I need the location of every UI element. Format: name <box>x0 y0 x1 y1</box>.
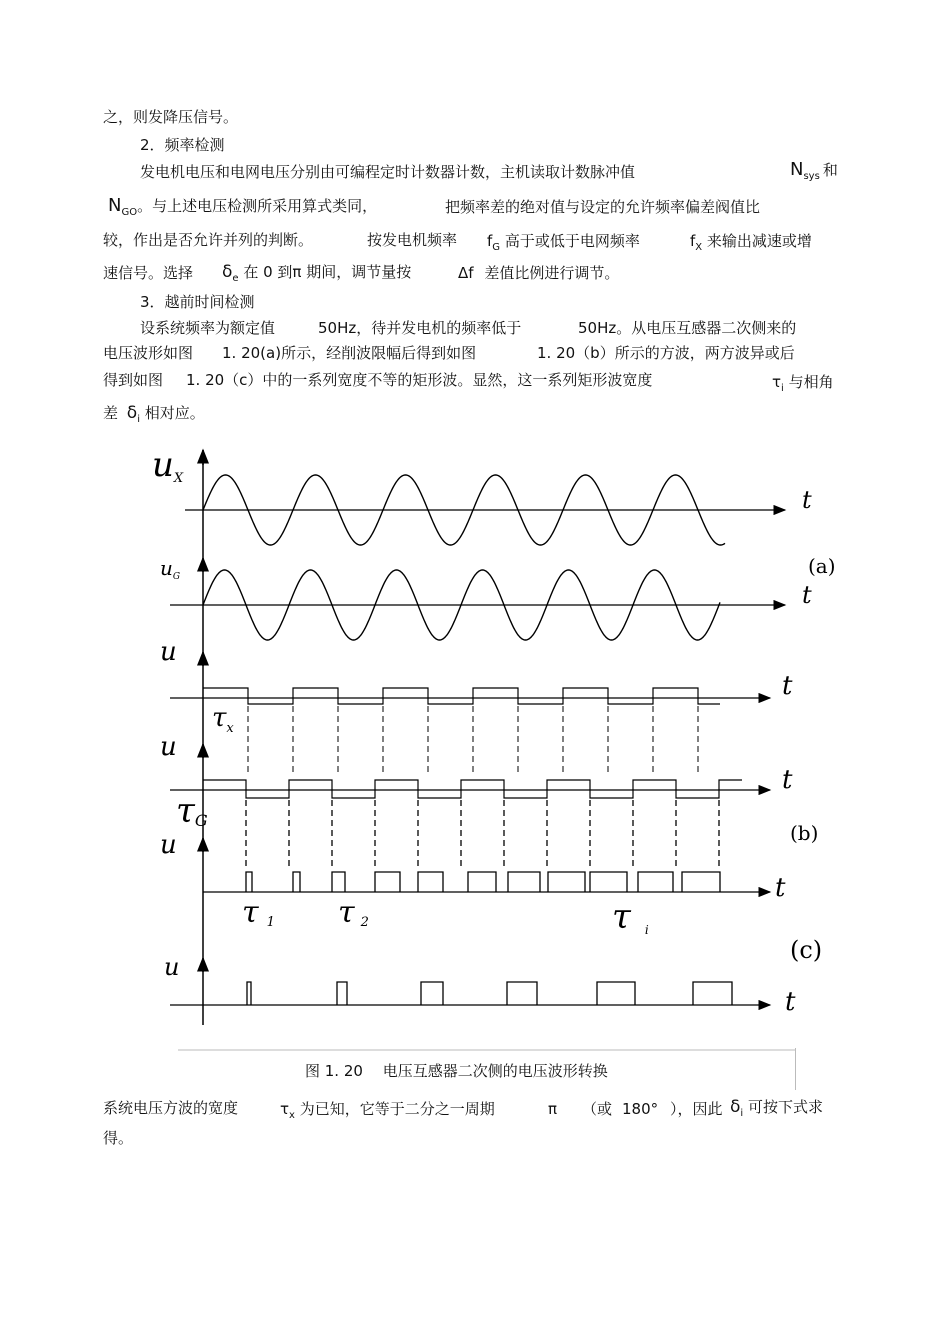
symbol-text: f <box>690 232 696 250</box>
paragraph-text: 在 0 到π 期间，调节量按 <box>243 263 412 281</box>
label-ux: uX <box>152 445 184 486</box>
symbol-subscript: G <box>492 242 501 253</box>
label-u: u <box>164 953 180 981</box>
paragraph-text: 速信号。选择 <box>103 264 194 282</box>
paragraph-text: 180° <box>622 1100 659 1118</box>
symbol-subscript: i <box>740 1108 744 1119</box>
symbol-fx <box>690 231 812 258</box>
label-t: t <box>802 581 812 609</box>
text-line <box>103 370 163 390</box>
paragraph-text: 差值比例进行调节。 <box>484 264 620 282</box>
text-line <box>140 318 275 338</box>
label-tau-2: τ 2 <box>338 895 369 930</box>
symbol-subscript: x <box>289 1110 295 1121</box>
paragraph-text: 1. 20（b）所示的方波，两方波异或后 <box>537 344 795 362</box>
text-line <box>103 1128 133 1148</box>
paragraph-text: 1. 20(a)所示，经削波限幅后得到如图 <box>222 344 477 362</box>
symbol-text: N <box>790 159 804 180</box>
text-line <box>140 162 635 182</box>
paragraph-text: 1. 20（c）中的一系列宽度不等的矩形波。显然，这一系列矩形波宽度 <box>186 371 653 389</box>
label-t: t <box>782 671 793 701</box>
text-line <box>222 343 476 363</box>
text-line <box>103 263 193 283</box>
text-line <box>103 1098 238 1118</box>
ug-square-wave <box>203 780 742 798</box>
paragraph-text: 按发电机频率 <box>367 231 458 249</box>
paragraph-text: 较，作出是否允许并列的判断。 <box>103 231 314 249</box>
symbol-ngo <box>108 196 377 223</box>
symbol-subscript: GO <box>121 207 138 218</box>
text-line <box>578 318 796 338</box>
paragraph-text: 差 <box>103 404 119 422</box>
label-t: t <box>802 486 812 514</box>
paragraph-text: 。与上述电压检测所采用算式类同， <box>137 197 378 215</box>
symbol-nsys <box>790 160 838 187</box>
text-line <box>548 1099 557 1119</box>
symbol-text: f <box>487 232 493 250</box>
label-u: u <box>160 637 177 667</box>
paragraph-text: 得到如图 <box>103 371 164 389</box>
paragraph-text: 之，则发降压信号。 <box>103 108 239 126</box>
symbol-text: Δf <box>458 264 474 282</box>
waveform-figure <box>130 440 836 1052</box>
ux-square-dashed-guides <box>248 706 698 775</box>
label-u: u <box>160 732 177 762</box>
heading-text: 2．频率检测 <box>140 136 225 154</box>
section-heading <box>140 135 225 155</box>
heading-text: 3．越前时间检测 <box>140 293 255 311</box>
label-t: t <box>775 873 786 903</box>
label-b: (b) <box>790 821 819 845</box>
symbol-fg <box>487 231 640 258</box>
paragraph-text: 来输出减速或增 <box>706 232 812 250</box>
symbol-text: τ <box>772 373 782 391</box>
label-t: t <box>785 987 796 1017</box>
symbol-subscript: X <box>695 242 703 253</box>
text-line <box>537 343 795 363</box>
symbol-text: τ <box>280 1100 290 1118</box>
label-tau-x: $\tau_x$ <box>212 703 234 736</box>
text-line <box>103 403 205 430</box>
paragraph-text: 与相角 <box>788 373 834 391</box>
text-line <box>318 318 521 338</box>
paragraph-text: 50Hz。从电压互感器二次侧来的 <box>578 319 797 337</box>
paragraph-text: 系统电压方波的宽度 <box>103 1099 239 1117</box>
text-line <box>103 107 238 127</box>
symbol-tau-i <box>772 372 834 399</box>
label-ug: $u_G$ <box>160 556 181 582</box>
text-line <box>445 197 760 217</box>
paragraph-text: （或 <box>582 1100 613 1118</box>
text-line <box>103 343 193 363</box>
symbol-text: δ <box>126 403 138 423</box>
ux-square-wave <box>203 688 720 704</box>
paragraph-text: 50Hz，待并发电机的频率低于 <box>318 319 522 337</box>
symbol-text: N <box>108 195 122 216</box>
xor-pulse-train <box>246 872 720 892</box>
paragraph-text: 得。 <box>103 1129 134 1147</box>
paragraph-text: 为已知，它等于二分之一周期 <box>299 1100 495 1118</box>
ug-square-dashed-guides <box>246 800 719 870</box>
paragraph-text: 把频率差的绝对值与设定的允许频率偏差阀值比 <box>445 198 761 216</box>
paragraph-text: 可按下式求 <box>747 1098 823 1116</box>
paragraph-text: 发电机电压和电网电压分别由可编程定时计数器计数，主机读取计数脉冲值 <box>140 163 636 181</box>
section-heading <box>140 292 255 312</box>
paragraph-text: 和 <box>822 161 838 179</box>
symbol-delta-e <box>222 262 411 289</box>
label-tau-1: τ 1 <box>242 895 275 930</box>
paragraph-text: 电压波形如图 <box>103 344 194 362</box>
symbol-text: δ <box>730 1097 741 1117</box>
text-line <box>103 230 313 250</box>
text-line <box>186 370 652 390</box>
symbol-delta-i <box>730 1097 823 1124</box>
paragraph-text: 高于或低于电网频率 <box>504 232 640 250</box>
symbol-delta-f <box>458 263 619 283</box>
label-a: (a) <box>808 554 836 578</box>
text-line <box>582 1099 612 1119</box>
symbol-subscript: i <box>137 414 140 425</box>
symbol-subscript: sys <box>803 171 820 182</box>
paragraph-text: π <box>548 1100 558 1118</box>
text-line <box>670 1099 723 1119</box>
label-tau-i: τ i <box>612 897 649 937</box>
label-t: t <box>782 765 793 795</box>
figure-caption: 图 1. 20 电压互感器二次侧的电压波形转换 <box>305 1062 608 1080</box>
label-u: u <box>160 830 177 860</box>
symbol-subscript: e <box>232 273 239 284</box>
text-line <box>622 1099 658 1119</box>
paragraph-text: ），因此 <box>670 1100 723 1118</box>
c-pulse-train <box>247 982 732 1005</box>
symbol-subscript: i <box>781 383 784 394</box>
paragraph-text: 相对应。 <box>144 404 205 422</box>
paragraph-text: 设系统频率为额定值 <box>140 319 276 337</box>
symbol-text: δ <box>222 262 233 282</box>
label-c: (c) <box>790 936 823 964</box>
text-line <box>367 230 457 250</box>
label-tau-g: τG <box>176 791 208 831</box>
symbol-tau-x <box>280 1099 495 1126</box>
